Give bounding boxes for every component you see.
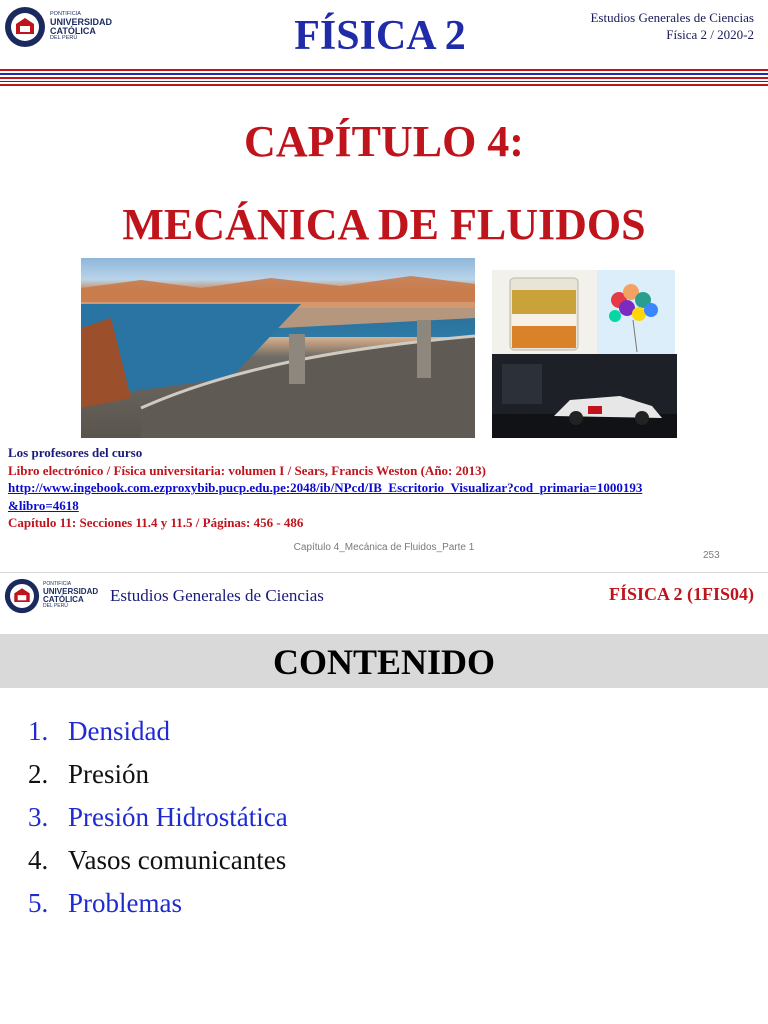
logo-line-4: DEL PERÚ	[43, 603, 68, 610]
pucp-logo-text	[43, 582, 98, 609]
toc-number: 5.	[28, 888, 49, 918]
toc-number: 1.	[28, 716, 49, 746]
header-course-term: Física 2 / 2020-2	[666, 27, 754, 42]
chapter-number: CAPÍTULO 4:	[244, 117, 524, 166]
chapter-title: MECÁNICA DE FLUIDOS	[122, 200, 646, 249]
logo-line-4: DEL PERÚ	[50, 35, 78, 42]
ref-authors: Los profesores del curso	[8, 445, 143, 460]
slide-page-number: 253	[703, 550, 720, 561]
balloons-photo	[597, 270, 675, 354]
toc-item-presion[interactable]	[28, 753, 288, 796]
toc-label: Presión Hidrostática	[68, 802, 288, 832]
header-course-info	[590, 9, 754, 43]
table-of-contents	[28, 710, 288, 925]
ref-url-link[interactable]: http://www.ingebook.com.ezproxybib.pucp.edu.pe:2048/ib/NPcd/IB_Escritorio_Visualizar?cod_primaria=1000193	[8, 480, 643, 495]
toc-item-vasos-comunicantes[interactable]	[28, 839, 288, 882]
ref-book: Libro electrónico / Física universitaria: volumen I / Sears, Francis Weston (Año: 2013)	[8, 462, 486, 478]
pucp-logo-slide-2	[4, 577, 102, 615]
toc-label: Densidad	[68, 716, 170, 746]
toc-item-presion-hidrostatica[interactable]	[28, 796, 288, 839]
pucp-logo-text	[50, 12, 112, 42]
logo-line-3: CATÓLICA	[50, 26, 96, 36]
ref-url-link-continued[interactable]: &libro=4618	[8, 497, 79, 513]
references	[8, 444, 758, 532]
ref-sections: Capítulo 11: Secciones 11.4 y 11.5 / Páginas: 456 - 486	[8, 515, 304, 530]
pucp-seal-icon	[4, 6, 46, 48]
logo-line-3: CATÓLICA	[43, 595, 84, 604]
logo-line-1: PONTIFICIA	[43, 581, 72, 588]
slide-separator	[0, 572, 768, 573]
toc-item-densidad[interactable]	[28, 710, 288, 753]
decorative-stripes-bottom	[0, 84, 768, 88]
toc-label: Vasos comunicantes	[68, 845, 287, 875]
car-wind-tunnel-photo	[492, 354, 677, 438]
toc-number: 3.	[28, 802, 49, 832]
slide-2-course-code: FÍSICA 2 (1FIS04)	[608, 584, 754, 604]
toc-label: Problemas	[68, 888, 182, 918]
section-title: CONTENIDO	[0, 634, 768, 688]
page-title: FÍSICA 2	[294, 13, 466, 59]
logo-line-2: UNIVERSIDAD	[50, 16, 113, 27]
pucp-seal-icon	[4, 578, 40, 614]
dam-photo	[81, 258, 475, 438]
toc-number: 2.	[28, 759, 49, 789]
logo-line-1: PONTIFICIA	[50, 10, 81, 17]
decorative-stripes-top	[0, 69, 768, 84]
header-faculty: Estudios Generales de Ciencias	[590, 10, 754, 25]
logo-line-2: UNIVERSIDAD	[43, 586, 99, 596]
toc-label: Presión	[68, 759, 149, 789]
toc-item-problemas[interactable]	[28, 882, 288, 925]
pucp-logo	[4, 6, 116, 48]
slide-footer: Capítulo 4_Mecánica de Fluidos_Parte 1	[293, 542, 475, 553]
layered-liquid-glass-photo	[492, 270, 597, 354]
toc-number: 4.	[28, 845, 49, 875]
slide-2-faculty: Estudios Generales de Ciencias	[110, 586, 324, 605]
